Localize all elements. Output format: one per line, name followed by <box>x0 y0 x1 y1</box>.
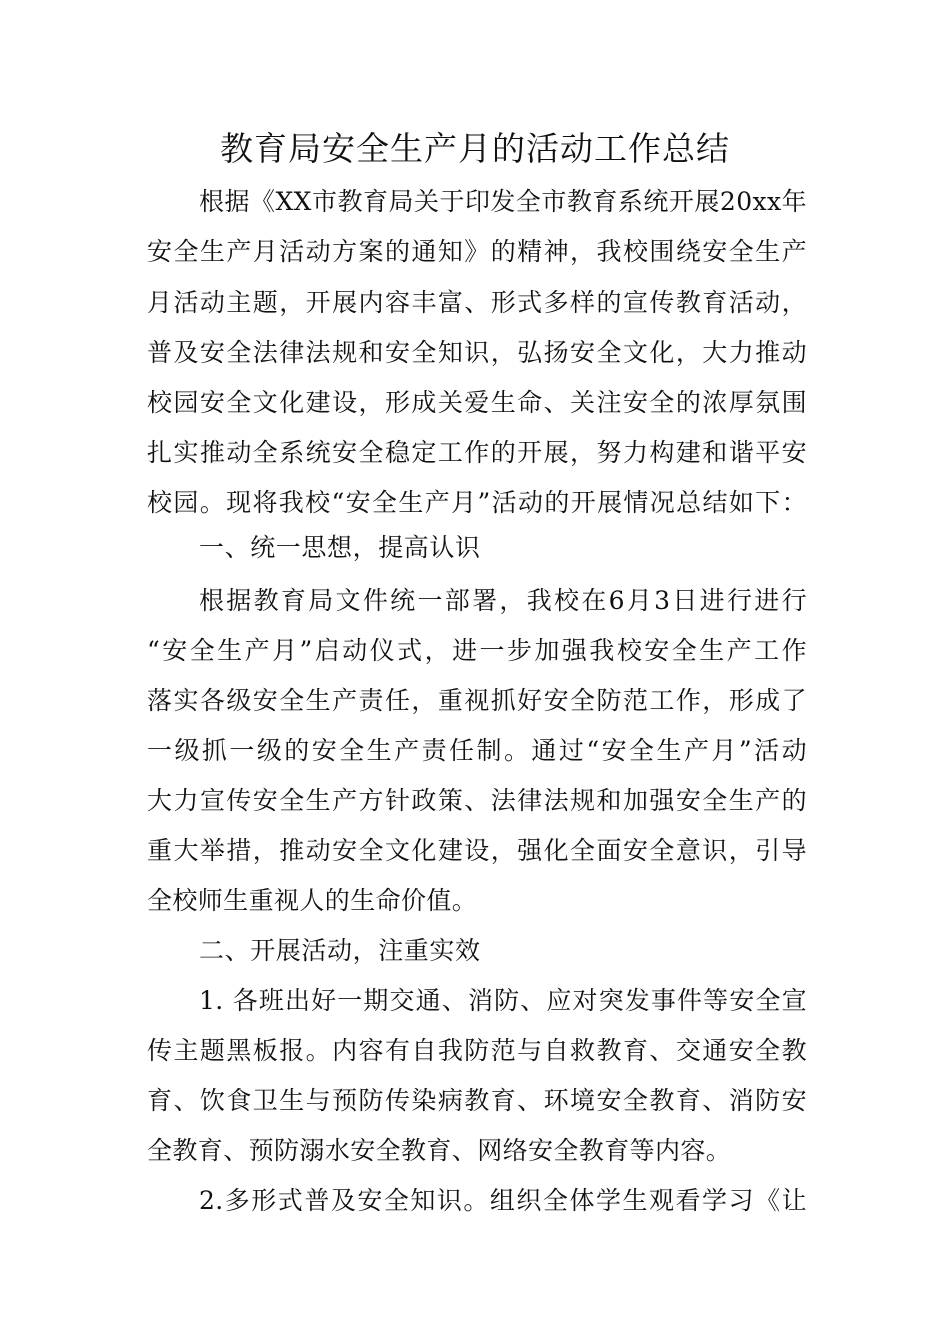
paragraph-line: 安全生产月活动方案的通知》的精神，我校围绕安全生产 <box>147 237 807 266</box>
paragraph-line: 校园安全文化建设，形成关爱生命、关注安全的浓厚氛围 <box>147 388 807 417</box>
paragraph-line: 2.多形式普及安全知识。组织全体学生观看学习《让 <box>199 1186 807 1215</box>
paragraph-line: 扎实推动全系统安全稳定工作的开展，努力构建和谐平安 <box>147 438 807 467</box>
paragraph-line: 落实各级安全生产责任，重视抓好安全防范工作，形成了 <box>147 686 807 715</box>
paragraph-line: 全教育、预防溺水安全教育、网络安全教育等内容。 <box>147 1136 732 1165</box>
paragraph-line: 月活动主题，开展内容丰富、形式多样的宣传教育活动， <box>147 288 807 317</box>
paragraph-line: “安全生产月”启动仪式，进一步加强我校安全生产工作 <box>147 636 807 665</box>
document-title: 教育局安全生产月的活动工作总结 <box>220 129 730 168</box>
paragraph-line: 重大举措，推动安全文化建设，强化全面安全意识，引导 <box>147 836 807 865</box>
paragraph-line: 大力宣传安全生产方针政策、法律法规和加强安全生产的 <box>147 786 807 815</box>
paragraph-line: 普及安全法律法规和安全知识，弘扬安全文化，大力推动 <box>147 338 807 367</box>
paragraph-line: 育、饮食卫生与预防传染病教育、环境安全教育、消防安 <box>147 1086 807 1115</box>
paragraph-line: 传主题黑板报。内容有自我防范与自救教育、交通安全教 <box>147 1036 807 1065</box>
paragraph-line: 校园。现将我校“安全生产月”活动的开展情况总结如下： <box>147 488 807 517</box>
paragraph-line: 根据教育局文件统一部署，我校在6月3日进行进行 <box>199 586 807 615</box>
section-heading-1: 一、统一思想，提高认识 <box>199 533 481 562</box>
section-heading-2: 二、开展活动，注重实效 <box>199 936 481 965</box>
paragraph-line: 根据《XX市教育局关于印发全市教育系统开展20xx年 <box>199 187 807 216</box>
paragraph-line: 1. 各班出好一期交通、消防、应对突发事件等安全宣 <box>199 986 807 1015</box>
paragraph-line: 一级抓一级的安全生产责任制。通过“安全生产月”活动 <box>147 736 807 765</box>
paragraph-line: 全校师生重视人的生命价值。 <box>147 886 478 915</box>
